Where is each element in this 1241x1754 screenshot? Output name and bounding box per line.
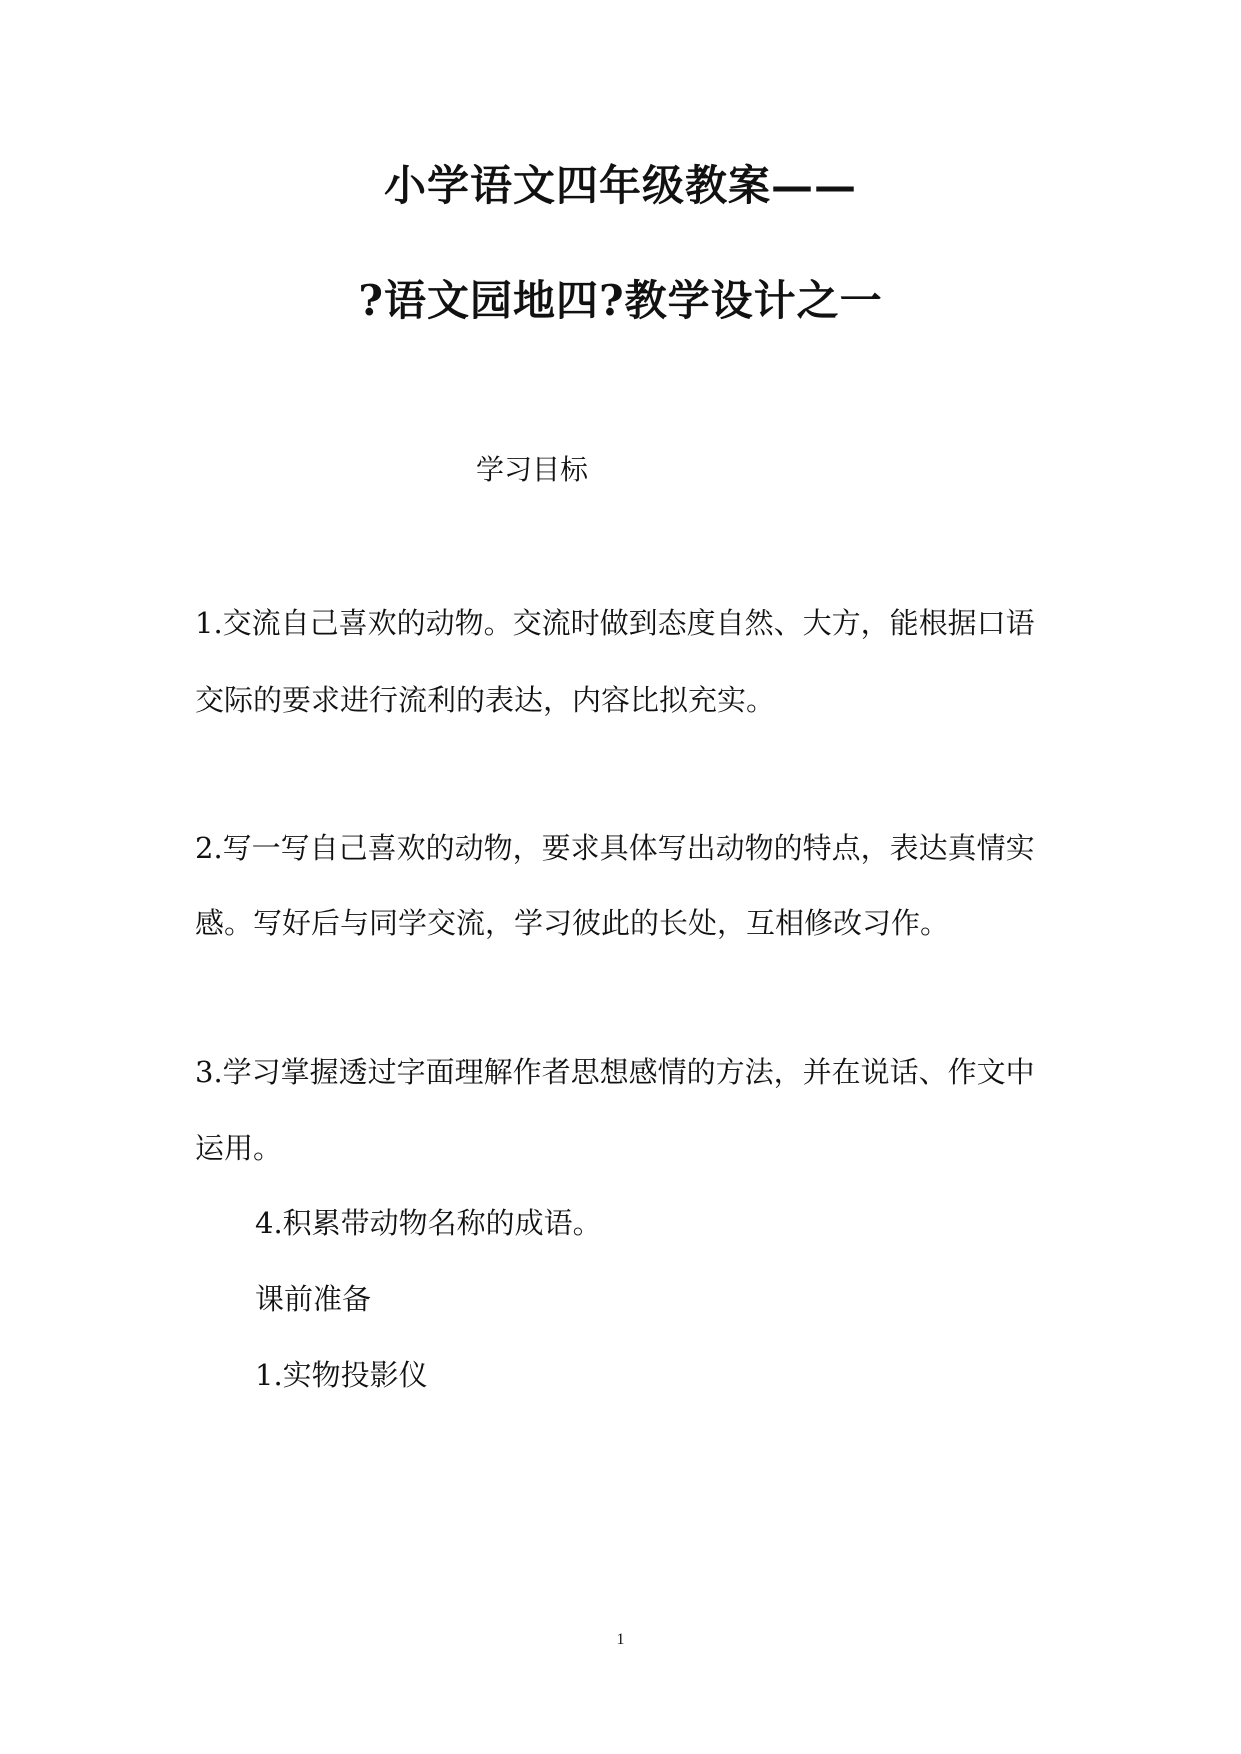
goal-2-line-2: 感。写好后与同学交流，学习彼此的长处，互相修改习作。 bbox=[195, 906, 950, 940]
preparation-item-1: 1.实物投影仪 bbox=[255, 1358, 428, 1392]
section-heading-learning-goals: 学习目标 bbox=[476, 453, 589, 486]
document-title-line-1: 小学语文四年级教案—— bbox=[383, 161, 857, 210]
goal-3-line-2: 运用。 bbox=[195, 1131, 283, 1165]
document-title-line-2: ?语文园地四?教学设计之一 bbox=[358, 276, 883, 325]
goal-3-line-1: 3.学习掌握透过字面理解作者思想感情的方法，并在说话、作文中 bbox=[195, 1055, 1035, 1089]
section-heading-preparation: 课前准备 bbox=[255, 1282, 372, 1316]
goal-4: 4.积累带动物名称的成语。 bbox=[255, 1206, 602, 1240]
page-number: 1 bbox=[616, 1631, 625, 1648]
goal-2-line-1: 2.写一写自己喜欢的动物，要求具体写出动物的特点，表达真情实 bbox=[195, 831, 1035, 865]
goal-1-line-1: 1.交流自己喜欢的动物。交流时做到态度自然、大方，能根据口语 bbox=[195, 606, 1035, 640]
goal-1-line-2: 交际的要求进行流利的表达，内容比拟充实。 bbox=[195, 683, 776, 717]
